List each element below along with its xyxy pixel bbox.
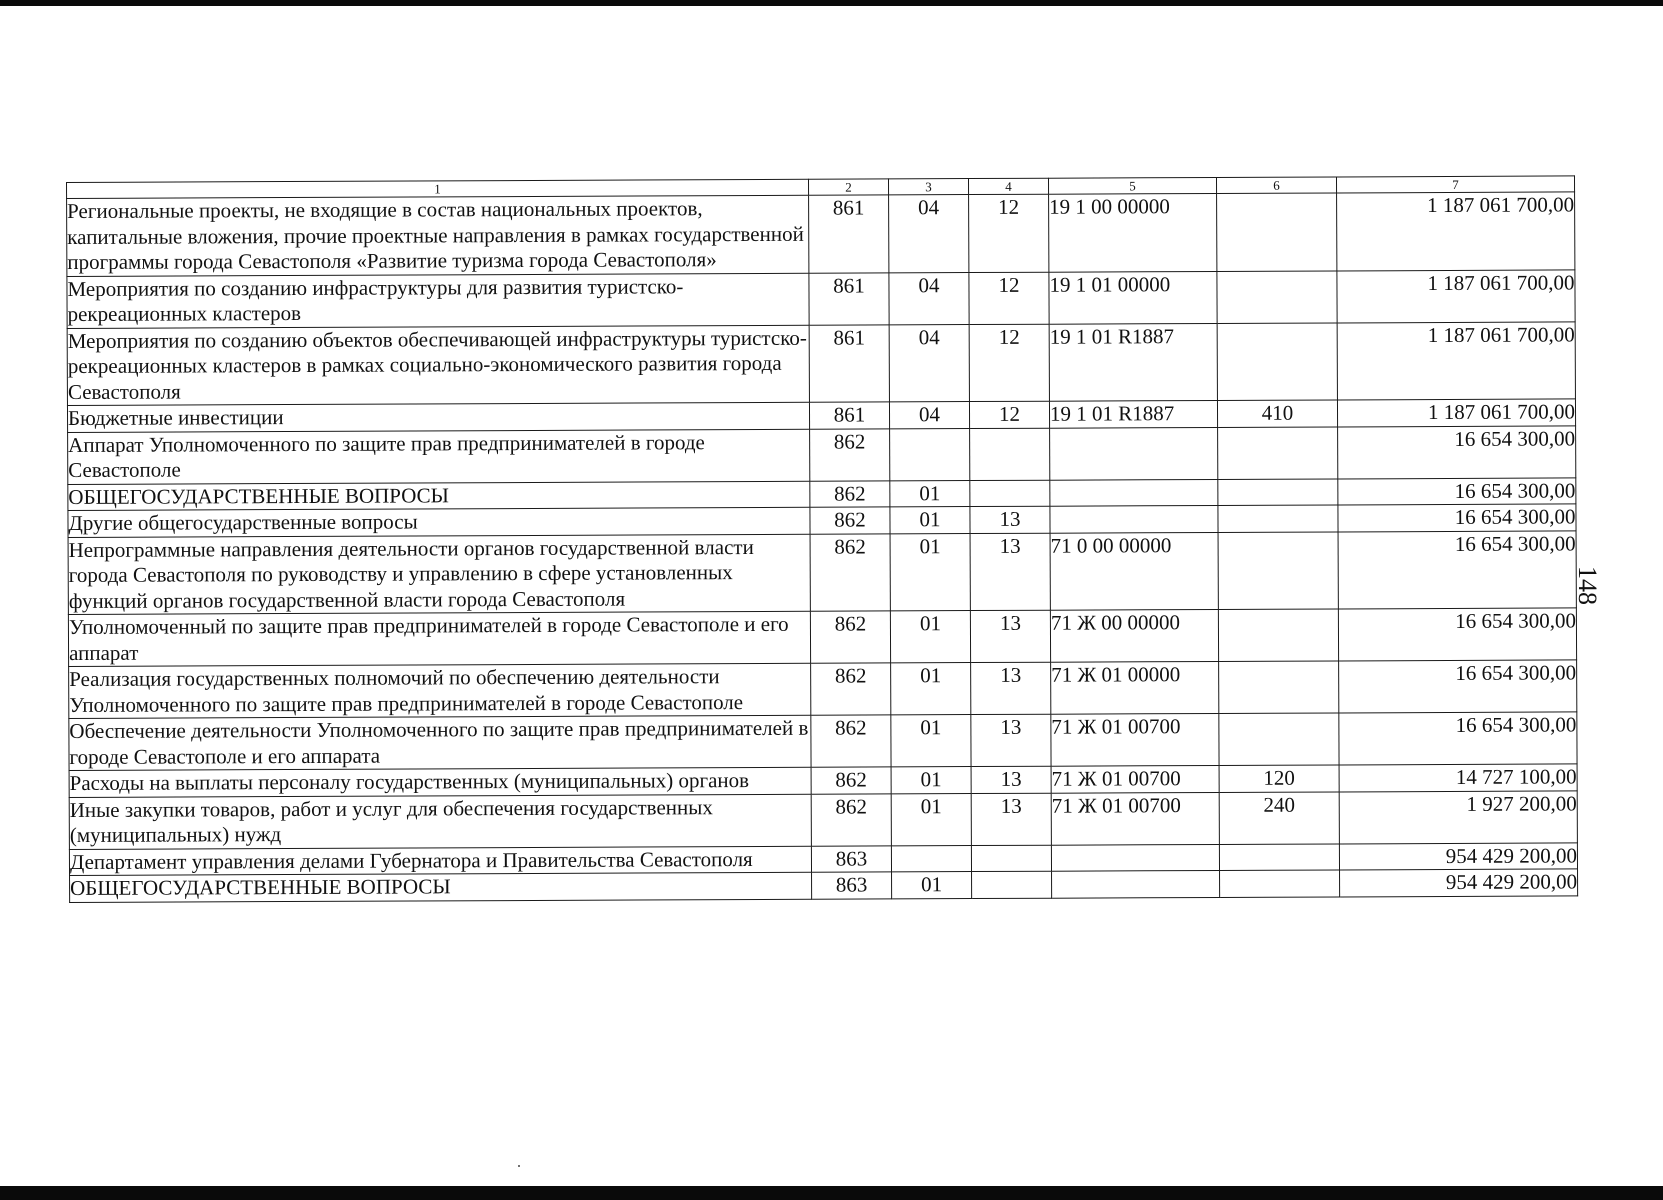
cell-col-4 [972, 871, 1052, 898]
cell-col-2: 863 [812, 872, 892, 899]
cell-col-7: 16 654 300,00 [1339, 660, 1577, 713]
cell-col-4: 13 [970, 610, 1050, 662]
cell-col-5: 71 Ж 01 00700 [1051, 713, 1219, 766]
cell-col-6 [1218, 426, 1338, 479]
document-page [66, 175, 1577, 902]
cell-col-2: 862 [810, 611, 890, 663]
cell-col-4: 12 [969, 194, 1049, 272]
cell-col-2: 862 [811, 715, 891, 767]
cell-name: Реализация государственных полномочий по обеспечению деятельности Уполномоченного по защите прав предпринимателей в городе Севастополе [69, 663, 811, 718]
cell-col-6 [1219, 843, 1339, 870]
cell-col-5: 19 1 01 00000 [1049, 271, 1217, 324]
table-row [69, 790, 1577, 849]
cell-col-5: 71 Ж 01 00700 [1051, 765, 1219, 792]
cell-name: Бюджетные инвестиции [67, 402, 809, 432]
cell-col-4: 13 [970, 506, 1050, 533]
cell-name: Мероприятия по созданию инфраструктуры для развития туристско-рекреационных кластеров [67, 273, 809, 328]
table-row [68, 608, 1576, 667]
table-row [67, 192, 1575, 276]
cell-name: Непрограммные направления деятельности органов государственной власти города Севастополя по руководству и управлению в сфере установленных функций органов государственной власти города Севастополя [68, 534, 810, 615]
cell-name: Другие общегосударственные вопросы [68, 507, 810, 537]
cell-col-3 [891, 845, 971, 872]
cell-col-2: 862 [810, 507, 890, 534]
table-row [69, 712, 1577, 771]
cell-col-5: 19 1 00 00000 [1049, 193, 1217, 271]
cell-col-3: 01 [890, 480, 970, 507]
cell-col-4: 12 [969, 401, 1049, 428]
cell-col-5 [1050, 427, 1218, 480]
cell-col-7: 16 654 300,00 [1338, 477, 1576, 505]
cell-col-7: 16 654 300,00 [1338, 530, 1576, 609]
column-header-2: 2 [808, 179, 888, 195]
cell-col-7: 1 187 061 700,00 [1337, 269, 1575, 322]
cell-col-7: 1 187 061 700,00 [1337, 321, 1575, 400]
cell-name: Обеспечение деятельности Уполномоченного по защите прав предпринимателей в городе Севастополе и его аппарата [69, 715, 811, 770]
column-header-5: 5 [1048, 177, 1216, 194]
cell-col-7: 14 727 100,00 [1339, 764, 1577, 792]
cell-col-6 [1217, 322, 1337, 400]
cell-col-7: 16 654 300,00 [1338, 504, 1576, 532]
cell-col-4: 13 [971, 766, 1051, 793]
table-row [68, 425, 1576, 484]
table-body [67, 192, 1578, 902]
cell-col-3: 01 [891, 663, 971, 715]
cell-col-7: 954 429 200,00 [1340, 869, 1578, 897]
cell-name: ОБЩЕГОСУДАРСТВЕННЫЕ ВОПРОСЫ [68, 481, 810, 511]
cell-col-3 [890, 428, 970, 480]
cell-col-3: 01 [890, 533, 970, 611]
cell-col-7: 16 654 300,00 [1338, 608, 1576, 661]
cell-col-7: 1 927 200,00 [1339, 790, 1577, 843]
cell-col-2: 863 [811, 845, 891, 872]
cell-col-6 [1219, 661, 1339, 714]
cell-name: Иные закупки товаров, работ и услуг для обеспечения государственных (муниципальных) нужд [69, 794, 811, 849]
cell-col-5: 71 0 00 00000 [1050, 532, 1218, 610]
table-row [67, 269, 1575, 328]
cell-name: Уполномоченный по защите прав предпринимателей в городе Севастополе и его аппарат [68, 611, 810, 666]
cell-col-3: 01 [891, 793, 971, 845]
column-header-3: 3 [888, 179, 968, 195]
cell-col-5: 71 Ж 01 00000 [1051, 661, 1219, 714]
cell-col-3: 04 [889, 324, 969, 402]
cell-col-2: 862 [811, 663, 891, 715]
cell-col-6: 240 [1219, 791, 1339, 844]
cell-col-6 [1218, 505, 1338, 532]
column-header-4: 4 [968, 178, 1048, 194]
cell-col-5 [1051, 844, 1219, 871]
cell-col-6 [1218, 478, 1338, 505]
cell-col-2: 862 [810, 480, 890, 507]
cell-col-4: 12 [969, 272, 1049, 324]
cell-col-2: 862 [810, 428, 890, 480]
cell-col-3: 01 [890, 611, 970, 663]
table-row [67, 321, 1575, 405]
column-header-7: 7 [1336, 176, 1574, 193]
cell-col-2: 861 [809, 272, 889, 324]
cell-col-2: 861 [809, 324, 889, 402]
cell-col-3: 04 [889, 272, 969, 324]
cell-col-4: 13 [971, 662, 1051, 714]
cell-col-4: 13 [971, 714, 1051, 766]
cell-col-7: 16 654 300,00 [1339, 712, 1577, 765]
cell-name: Аппарат Уполномоченного по защите прав предпринимателей в городе Севастополе [68, 429, 810, 484]
cell-col-7: 954 429 200,00 [1339, 842, 1577, 870]
cell-col-6: 410 [1217, 400, 1337, 427]
column-header-1: 1 [67, 179, 809, 198]
cell-col-6 [1218, 609, 1338, 662]
cell-name: ОБЩЕГОСУДАРСТВЕННЫЕ ВОПРОСЫ [70, 872, 812, 902]
cell-col-7: 1 187 061 700,00 [1337, 399, 1575, 427]
cell-name: Региональные проекты, не входящие в состав национальных проектов, капитальные вложения, прочие проектные направления в рамках государственной программы города Севастополя «Развитие туризма города Севастополя» [67, 195, 809, 276]
cell-col-3: 01 [892, 872, 972, 899]
cell-col-3: 04 [889, 402, 969, 429]
cell-col-4 [970, 428, 1050, 480]
column-header-6: 6 [1216, 177, 1336, 194]
cell-col-4 [971, 845, 1051, 872]
cell-col-2: 861 [809, 402, 889, 429]
cell-col-3: 01 [891, 715, 971, 767]
cell-col-2: 862 [811, 793, 891, 845]
table-row [69, 660, 1577, 719]
cell-col-5 [1052, 870, 1220, 897]
cell-name: Департамент управления делами Губернатора и Правительства Севастополя [69, 846, 811, 876]
cell-col-5: 71 Ж 01 00700 [1051, 792, 1219, 845]
cell-col-6 [1220, 870, 1340, 897]
budget-table [66, 175, 1578, 902]
cell-name: Расходы на выплаты персоналу государственных (муниципальных) органов [69, 767, 811, 797]
cell-col-3: 01 [890, 507, 970, 534]
cell-col-6 [1217, 270, 1337, 323]
cell-col-6 [1219, 713, 1339, 766]
cell-col-2: 862 [811, 767, 891, 794]
cell-col-7: 16 654 300,00 [1338, 425, 1576, 478]
scan-border-top [0, 0, 1663, 6]
scan-border-bottom [0, 1186, 1663, 1200]
cell-col-6 [1217, 193, 1337, 271]
scan-speck [518, 1165, 520, 1167]
cell-col-3: 04 [889, 195, 969, 273]
cell-col-2: 862 [810, 533, 890, 611]
cell-col-7: 1 187 061 700,00 [1337, 192, 1575, 271]
cell-col-5 [1050, 505, 1218, 532]
cell-col-5: 19 1 01 R1887 [1049, 400, 1217, 427]
cell-col-4 [970, 480, 1050, 507]
cell-col-5: 71 Ж 00 00000 [1050, 609, 1218, 662]
cell-col-4: 13 [970, 533, 1050, 611]
cell-col-4: 12 [969, 324, 1049, 402]
table-row [68, 530, 1576, 614]
cell-col-6: 120 [1219, 765, 1339, 792]
page-number: 148 [1573, 566, 1602, 605]
cell-col-5: 19 1 01 R1887 [1049, 323, 1217, 401]
cell-col-5 [1050, 479, 1218, 506]
cell-col-2: 861 [809, 195, 889, 273]
cell-col-6 [1218, 531, 1338, 609]
cell-col-4: 13 [971, 793, 1051, 845]
cell-name: Мероприятия по созданию объектов обеспечивающей инфраструктуры туристско-рекреационных кластеров в рамках социально-экономического развития города Севастополя [67, 325, 809, 406]
cell-col-3: 01 [891, 767, 971, 794]
